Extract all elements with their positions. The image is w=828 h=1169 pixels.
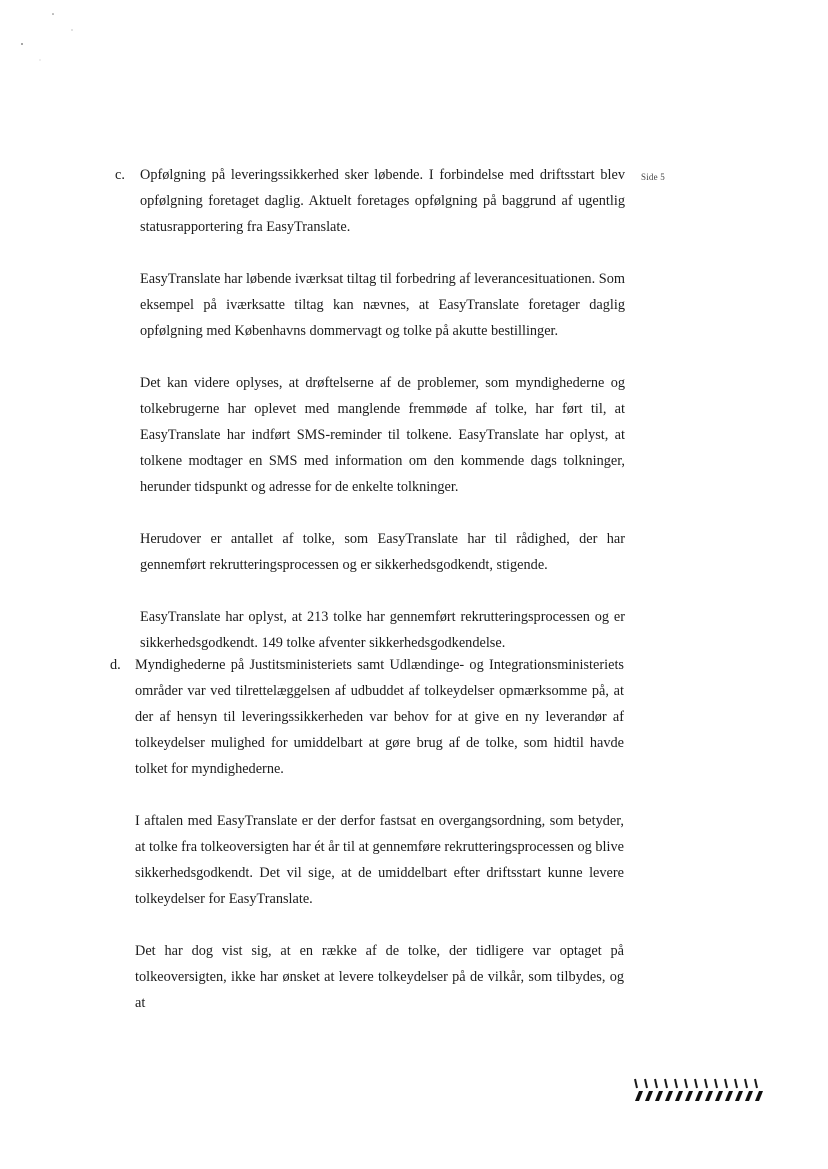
section-d-paragraph-3: Det har dog vist sig, at en række af de tolke, der tidligere var optaget på tolkeoversigten, ikke har ønsket at levere tolkeydelser på de vilkår, som tilbydes, og at bbox=[135, 943, 624, 1011]
scan-specks bbox=[0, 0, 90, 70]
barcode-mark bbox=[633, 1077, 765, 1103]
section-d-marker: d. bbox=[110, 657, 121, 673]
section-d bbox=[110, 652, 624, 1016]
section-c bbox=[115, 162, 625, 656]
section-c-paragraph-1: Opfølgning på leveringssikkerhed sker løbende. I forbindelse med driftsstart blev opfølgning foretaget daglig. Aktuelt foretages opfølgning på baggrund af ugentlig statusrapportering fra EasyTranslate. bbox=[140, 167, 625, 235]
section-c-paragraph-3: Det kan videre oplyses, at drøftelserne af de problemer, som myndighederne og tolkebrugerne har oplevet med manglende fremmøde af tolke, har ført til, at EasyTranslate har indført SMS-reminder til tolkene. EasyTranslate har oplyst, at tolkene modtager en SMS med information om den kommende dags tolkninger, herunder tidspunkt og adresse for de enkelte tolkninger. bbox=[140, 375, 625, 495]
section-c-paragraph-4: Herudover er antallet af tolke, som EasyTranslate har til rådighed, der har gennemført rekrutteringsprocessen og er sikkerhedsgodkendt, stigende. bbox=[140, 531, 625, 573]
section-d-paragraph-2: I aftalen med EasyTranslate er der derfor fastsat en overgangsordning, som betyder, at tolke fra tolkeoversigten har ét år til at gennemføre rekrutteringsprocessen og blive sikkerhedsgodkendt. Det vil sige, at de umiddelbart efter driftsstart kunne levere tolkeydelser for EasyTranslate. bbox=[135, 813, 624, 907]
section-c-marker: c. bbox=[115, 167, 125, 183]
section-c-paragraph-2: EasyTranslate har løbende iværksat tiltag til forbedring af leverancesituationen. Som eksempel på iværksatte tiltag kan nævnes, at EasyTranslate foretager daglig opfølgning med Københavns dommervagt og tolke på akutte bestillinger. bbox=[140, 271, 625, 339]
section-c-paragraph-5: EasyTranslate har oplyst, at 213 tolke har gennemført rekrutteringsprocessen og er sikkerhedsgodkendt. 149 tolke afventer sikkerhedsgodkendelse. bbox=[140, 609, 625, 651]
page-number-label: Side 5 bbox=[641, 172, 665, 182]
section-d-paragraph-1: Myndighederne på Justitsministeriets samt Udlændinge- og Integrationsministeriets områder var ved tilrettelæggelsen af udbuddet af tolkeydelser opmærksomme på, at der af hensyn til leveringssikkerheden var behov for at give en ny leverandør af tolkeydelser mulighed for umiddelbart at gøre brug af de tolke, som hidtil havde tolket for myndighederne. bbox=[135, 657, 624, 777]
